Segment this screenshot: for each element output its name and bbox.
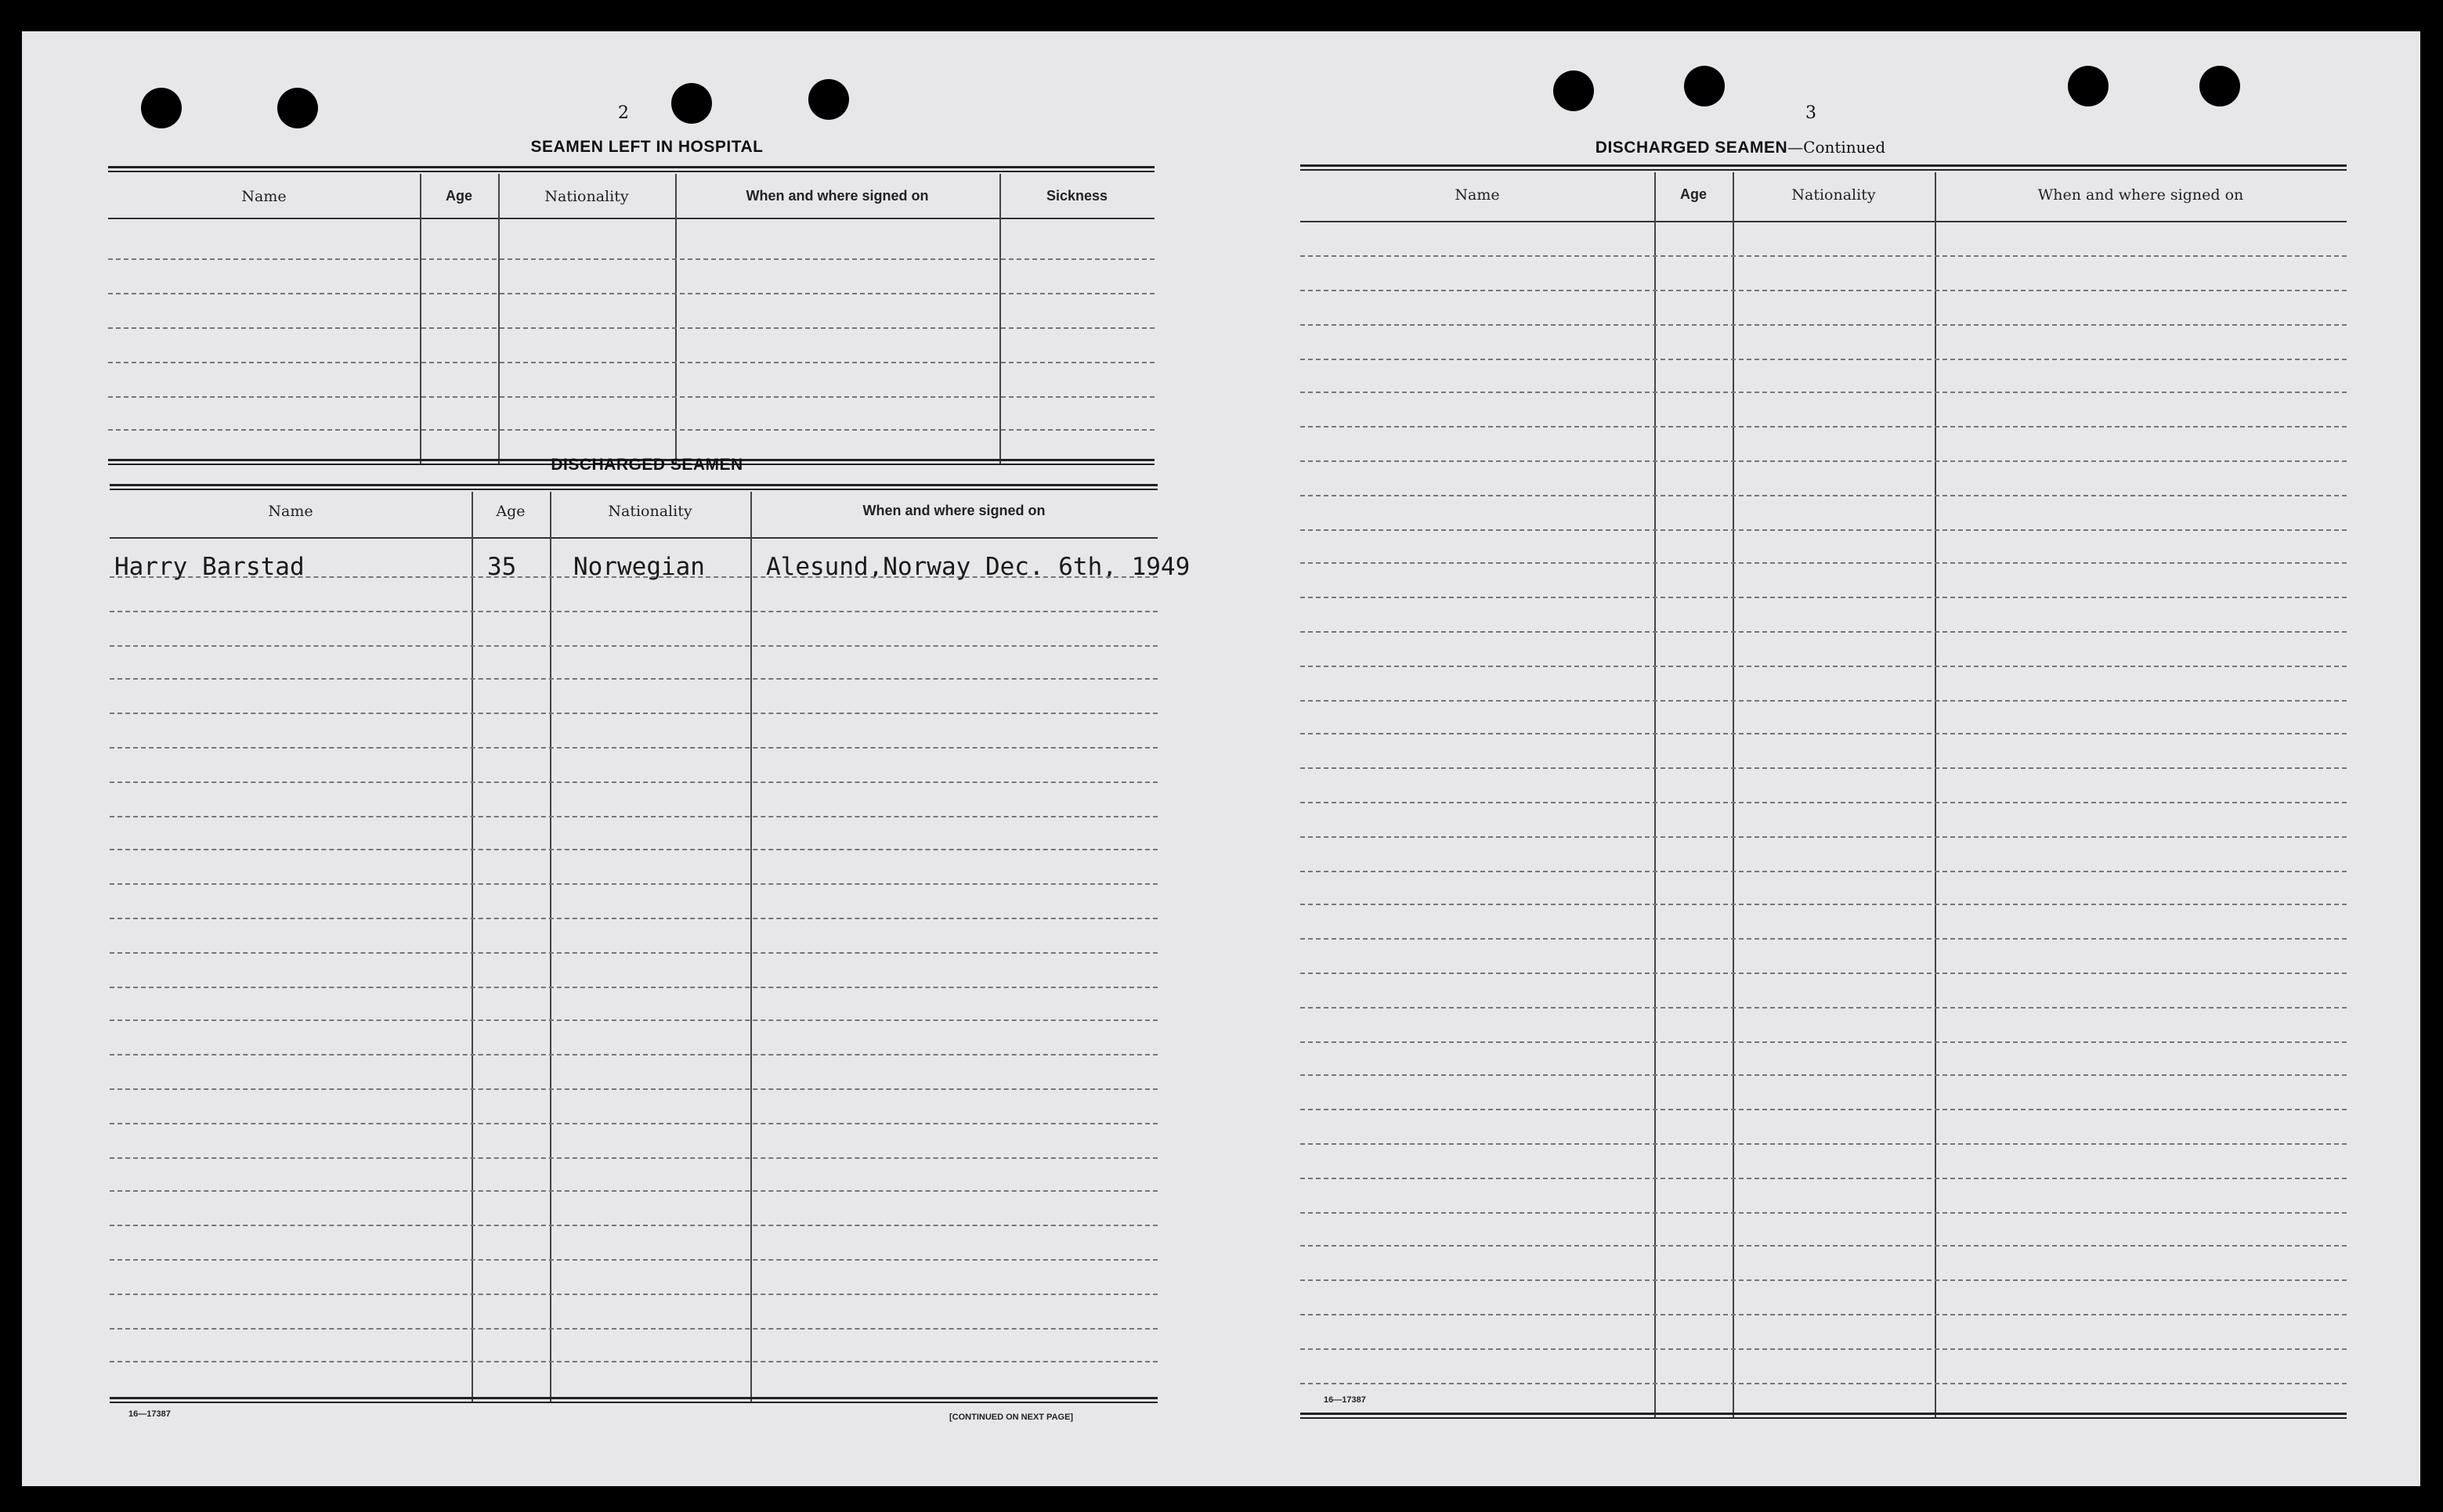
punch-hole [2199, 66, 2240, 106]
col-header-name: Name [241, 188, 287, 205]
section-title-suffix: —Continued [1787, 138, 1886, 157]
seaman-signed-on: Alesund,Norway Dec. 6th, 1949 [766, 553, 1191, 581]
seaman-age: 35 [487, 553, 517, 581]
form-number: 16—17387 [128, 1409, 171, 1419]
col-header-name: Name [268, 503, 313, 520]
seaman-name: Harry Barstad [114, 553, 305, 581]
section-title-discharged-continued [1498, 138, 1983, 157]
col-header-nationality: Nationality [544, 188, 629, 205]
page-number: 3 [1805, 103, 1816, 123]
punch-hole [808, 79, 849, 120]
punch-hole [1684, 66, 1725, 106]
continued-note: [CONTINUED ON NEXT PAGE] [949, 1413, 1074, 1422]
col-header-age: Age [445, 188, 472, 204]
col-header-age: Age [496, 503, 526, 520]
col-header-nationality: Nationality [1791, 186, 1876, 204]
seaman-nationality: Norwegian [573, 553, 705, 581]
section-title: DISCHARGED SEAMEN [1595, 139, 1788, 157]
punch-hole [141, 88, 182, 128]
section-title-discharged: DISCHARGED SEAMEN [551, 456, 743, 474]
col-header-signed-on: When and where signed on [862, 503, 1046, 518]
col-header-signed-on: When and where signed on [746, 188, 929, 204]
form-number: 16—17387 [1324, 1395, 1366, 1405]
punch-hole [1553, 70, 1594, 111]
col-header-age: Age [1679, 186, 1707, 202]
col-header-name: Name [1455, 186, 1500, 204]
page-number: 2 [618, 103, 629, 123]
section-title-hospital: SEAMEN LEFT IN HOSPITAL [530, 138, 764, 156]
col-header-nationality: Nationality [608, 503, 692, 520]
punch-hole [671, 83, 712, 124]
punch-hole [277, 88, 318, 128]
col-header-sickness: Sickness [1046, 188, 1108, 204]
punch-hole [2068, 66, 2109, 106]
col-header-signed-on: When and where signed on [2037, 186, 2244, 204]
document-sheet [22, 31, 2420, 1486]
